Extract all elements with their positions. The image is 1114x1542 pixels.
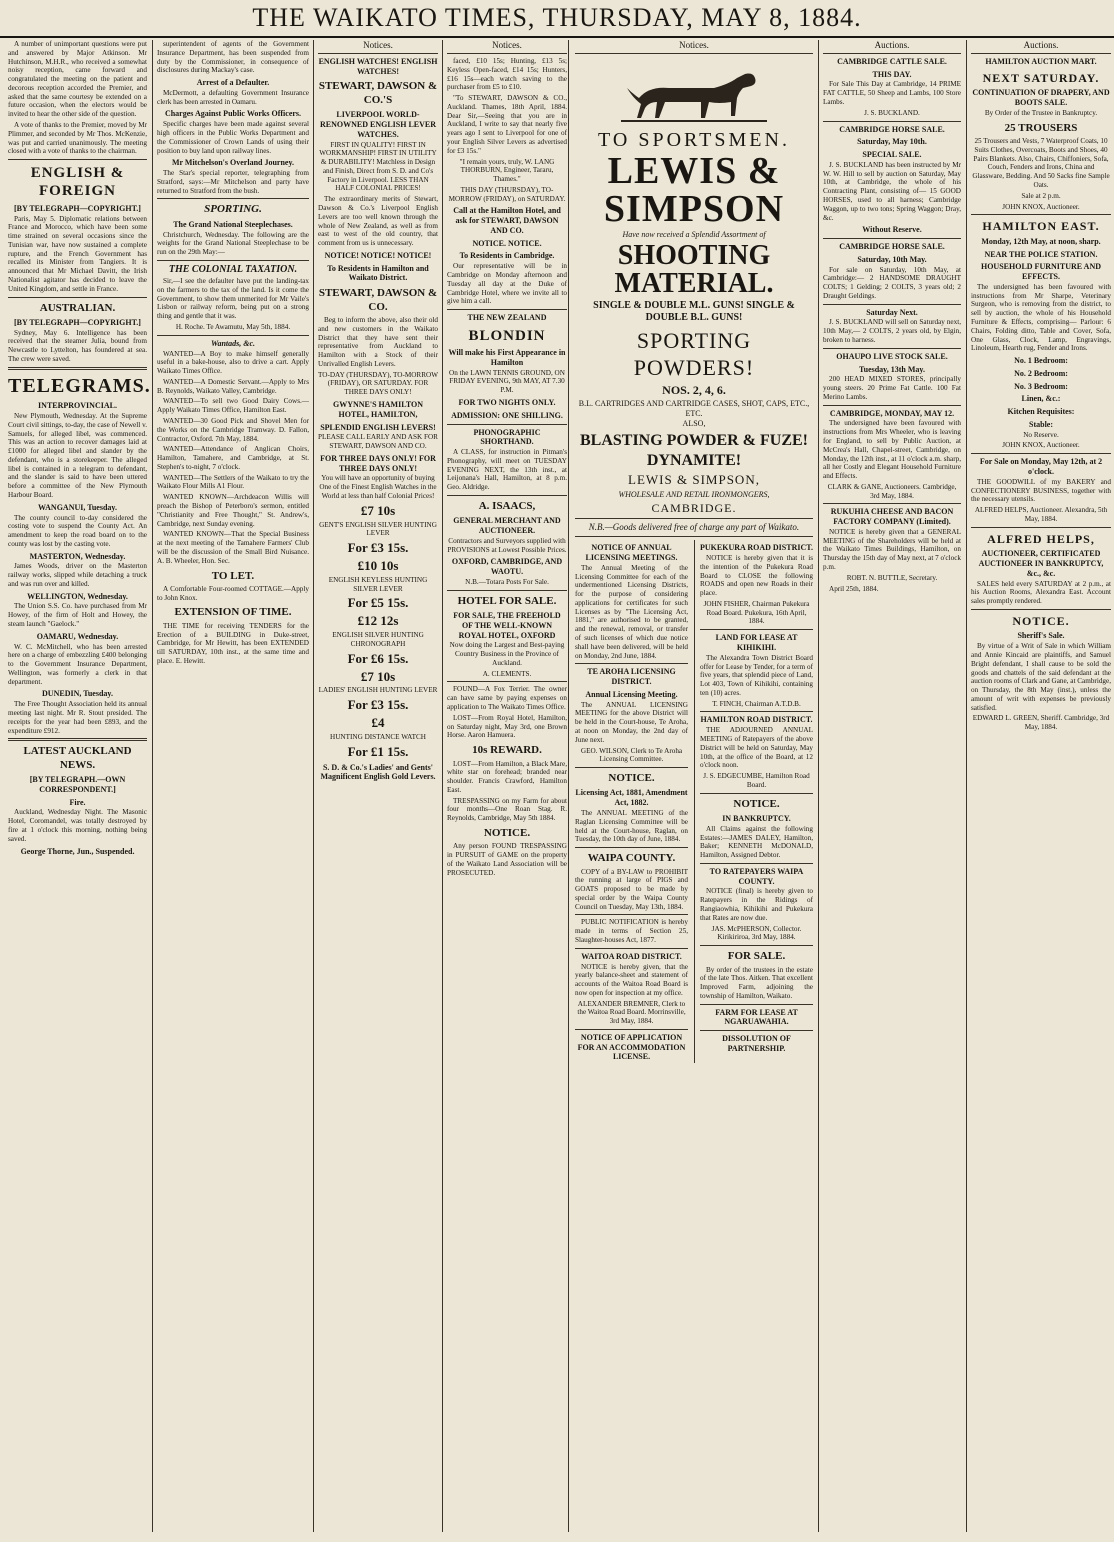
ad-heading: CAMBRIDGE. [651, 500, 737, 515]
notice-heading: WAITOA ROAD DISTRICT. [581, 951, 682, 961]
ad-subheading: OXFORD, CAMBRIDGE, AND WAOTU. [451, 557, 563, 577]
section-heading: Wantads, &c. [210, 338, 256, 348]
product-name: ENGLISH SILVER HUNTING CHRONOGRAPH [332, 631, 424, 648]
dateline: MASTERTON, Wednesday. [29, 551, 126, 561]
classified-ad: LOST—From Royal Hotel, Hamilton, on Saturday night, May 3rd, one Brown Horse. Aaron Hamuera. [447, 713, 567, 740]
article-heading: THE COLONIAL TAXATION. [168, 263, 298, 275]
firm-name: LEWIS & SIMPSON, [628, 472, 760, 488]
signature: EDWARD L. GREEN, Sheriff. Cambridge, 3rd May, 1884. [972, 714, 1110, 732]
column-heading: Auctions. [823, 40, 961, 54]
footer-date: April 25th, 1884. [829, 584, 879, 593]
auction-subheading: CONTINUATION OF DRAPERY, AND BOOTS SALE. [972, 88, 1110, 108]
auction-heading: NEXT SATURDAY. [982, 70, 1100, 85]
auction-heading: CAMBRIDGE CATTLE SALE. [837, 56, 947, 66]
notice-heading: NOTICE OF APPLICATION FOR AN ACCOMMODATION LICENSE. [577, 1032, 686, 1062]
notice-heading: WAIPA COUNTY. [587, 852, 676, 865]
article-text: Paris, May 5. Diplomatic relations between France and Morocco, which have been some time strained on several occasions since the Tunisian war, have now sustained a complete rupture, and the French Government has recalled its Minister from Tangiers. It is announced that Mr Michael Davitt, the Irish Nationalist agitator has decided to leave the United Kingdom, and settle in France. [8, 214, 147, 293]
notice-subheading: IN BANKRUPTCY. [722, 814, 791, 824]
notice-text: THE ADJOURNED ANNUAL MEETING of Ratepayers of the above District will be held on Saturday, May 10th, at the office of the Board, at 12 o'clock noon. [700, 726, 813, 770]
ad-text: "To STEWART, DAWSON & CO., Auckland. Thames, 18th April, 1884. Dear Sir,—Seeing that you are in Auckland, I write to say that nearly five years ago I sent to Liverpool for one of your English Silver Levers as advertised for £3 15s." [447, 94, 567, 155]
notice-text: The Annual Meeting of the Licensing Committee for each of the undermentioned Licensing Districts, for the purpose of considering applications for certificates for such Licenses as by "The Licensing Act, 1881," are authorised to be granted, and the renewal, removal, or transfer of such licenses of which due notice shall have been delivered, will be held on Monday, 2nd June, 1884. [575, 563, 688, 660]
classified-ad: WANTED KNOWN—That the Special Business at the next meeting of the Tamahere Farmers' Club will be the discussion of the Small Bird Nuisance. A. B. Wheeler, Hon. Sec. [157, 530, 309, 565]
ad-subheading: To Residents in Cambridge. [459, 251, 555, 261]
price: £10 10s [357, 557, 399, 573]
ad-heading: SPORTING POWDERS! [633, 328, 755, 381]
auction-text: SALES held every SATURDAY at 2 p.m., at his Auction Rooms, Alexandra East. Account sales promptly rendered. [971, 579, 1111, 606]
notice-text: NOTICE (final) is hereby given to Ratepayers in the Ridings of Rangiaowhia, Kihikihi and Pukekura that Rates are now due. [700, 887, 813, 922]
ad-subheading: FOR SALE, THE FREEHOLD OF THE WELL-KNOWN ROYAL HOTEL, OXFORD [453, 611, 561, 640]
price: £4 [371, 715, 385, 730]
notice-heading: FOR SALE. [727, 950, 786, 963]
classified-ad: TRESPASSING on my Farm for about four months—One Roan Stag. R. Reynolds, Cambridge, May 5th 1884. [447, 796, 567, 823]
firm-name: LEWIS & SIMPSON [603, 150, 785, 231]
ad-heading: S. D. & Co.'s Ladies' and Gents' Magnificent English Gold Levers. [320, 762, 436, 782]
auction-heading: ALFRED HELPS, [987, 531, 1095, 546]
auction-heading: CAMBRIDGE, MONDAY, MAY 12. [829, 408, 955, 418]
ad-heading: ADMISSION: ONE SHILLING. [451, 410, 563, 420]
auction-text: For Sale This Day at Cambridge, 14 PRIME FAT CATTLE, 50 Sheep and Lambs, 100 Store Lambs. [823, 80, 961, 107]
notice-text: PUBLIC NOTIFICATION is hereby made in terms of Section 25, Slaughter-houses Act, 1877. [575, 918, 688, 944]
article-text: McDermott, a defaulting Government Insurance clerk has been arrested in Oamaru. [157, 88, 309, 106]
auction-text: NOTICE is hereby given that a GENERAL MEETING of the Shareholders will be held at the Waikato Times Buildings, Hamilton, on Thursday the 15th day of May next, at 7 o'clock p.m. [823, 527, 961, 572]
ad-heading: TO LET. [211, 569, 255, 582]
article-text: James Woods, driver on the Masterton railway works, slipped while detaching a truck and was run over and killed. [8, 562, 147, 588]
signature: JOHN KNOX, Auctioneer. [1002, 441, 1080, 450]
notice-heading: TO RATEPAYERS WAIPA COUNTY. [709, 866, 804, 886]
section-subheading: [BY TELEGRAPH—COPYRIGHT.] [14, 203, 141, 213]
signature: CLARK & GANE, Auctioneers. Cambridge, 3rd May, 1884. [827, 482, 957, 500]
classified-ad: WANTED—Attendance of Anglican Choirs, Hamilton, Tamahere, and Cambridge, at St. Stephen's to-night, 7 o'clock. [157, 445, 309, 471]
dateline: OAMARU, Wednesday. [36, 631, 119, 641]
article-text: Sydney, May 6. Intelligence has been received that the steamer Julia, bound from Newcastle to Lyttelton, has foundered at sea. The crew were saved. [8, 328, 147, 364]
sale-price: For £6 15s. [347, 650, 409, 666]
article-text: A number of unimportant questions were put and answered by Major Atkinson. Mr Hutchinson, M.H.R., who received a somewhat noisy reception, came forward and congratulated the meeting on the patient and decorous reception accorded the Premier, and asked that the same courtesy be extended on a future occasion, when the electors would be invited to hear the other side of the question. [8, 40, 147, 119]
masthead-title: THE WAIKATO TIMES, THURSDAY, MAY 8, 1884. [252, 3, 862, 32]
auction-text: Sale at 2 p.m. [1021, 191, 1061, 200]
signature: JAS. McPHERSON, Collector. Kirikiriroa, 3rd May, 1884. [711, 924, 802, 942]
notice-text: By order of the trustees in the estate of the late Thos. Aitken. That excellent Improved Farm, adjoining the township of Hamilton, Waikato. [700, 965, 813, 1000]
dateline: DUNEDIN, Tuesday. [42, 689, 113, 699]
section-heading: AUSTRALIAN. [39, 301, 116, 314]
classified-ad: WANTED—The Settlers of the Waikato to try the Waikato Flour Mills A1 Flour. [157, 473, 309, 491]
classified-ad: LOST—From Hamilton, a Black Mare, white star on forehead; branded near shoulder. Francis Crawford, Hamilton East. [447, 759, 567, 794]
section-subheading: INTERPROVINCIAL. [38, 401, 117, 411]
auction-heading: HAMILTON AUCTION MART. [985, 56, 1097, 66]
auction-subheading: No. 1 Bedroom: [1014, 356, 1068, 366]
section-heading: LATEST AUCKLAND NEWS. [23, 745, 132, 771]
article-text: Auckland, Wednesday Night. The Masonic Hotel, Coromandel, was totally destroyed by fire at 1 o'clock this morning, nothing being saved. [8, 808, 147, 843]
ad-text: N.B.—Totara Posts For Sale. [465, 577, 549, 586]
article-text: W. C. McMitchell, who has been arrested here on a charge of embezzling £400 belonging to the Government Insurance Department, Wellington, was formerly a clerk in that department. [8, 642, 147, 686]
auction-heading: Saturday Next. [866, 307, 918, 317]
ad-heading: GWYNNE'S HAMILTON HOTEL, HAMILTON, [332, 400, 424, 419]
auction-heading: HAMILTON EAST. [982, 219, 1100, 234]
ad-heading: NOTICE. NOTICE. [472, 238, 542, 248]
auction-subheading: Tuesday, 13th May. [859, 364, 925, 374]
ad-heading: STEWART, DAWSON & CO.'S [318, 80, 438, 106]
auction-text: No Reserve. [1023, 430, 1059, 439]
notice-text: The ANNUAL LICENSING MEETING for the above District will be held in the Court-house, Te Aroha, at noon on Monday, the 2nd day of June next. [575, 700, 688, 744]
price: £7 10s [360, 502, 396, 518]
article-text: Specific charges have been made against several high officers in the Public Works Department and the Commissioner of Crown Lands of using their position to buy land upon railway lines. [157, 120, 309, 155]
article-text: New Plymouth, Wednesday. At the Supreme Court civil sittings, to-day, the case of Newell v. Samuels, for alleged libel, was commenced. This was an action to recover damages laid at £1000 for alleged libel and slander by the defendant, who is a storekeeper. The alleged libel is contained in a telegram to defendant, and the slander is said to have been uttered before a committee of the New Plymouth Harbour Board. [8, 411, 147, 499]
classified-ad: Any person FOUND TRESPASSING in PURSUIT of GAME on the property of the Waikato Land Association will be PROSECUTED. [447, 842, 567, 877]
sale-price: For £3 15s. [347, 540, 409, 556]
notice-heading: NOTICE OF ANNUAL LICENSING MEETINGS. [585, 543, 678, 562]
notice-heading: LAND FOR LEASE AT KIHIKIHI. [715, 633, 798, 652]
ad-heading: BLASTING POWDER & FUZE! DYNAMITE! [579, 432, 809, 469]
ad-text: Our representative will be in Cambridge on Monday afternoon and Tuesday all day at the Duke of Cambridge Hotel, where we invite all to give him a call. [447, 262, 567, 306]
ad-heading: FOR TWO NIGHTS ONLY. [458, 398, 556, 408]
auction-text: 200 HEAD MIXED STORES, principally young steers. 20 Prime Fat Cattle. 100 Fat Merino Lambs. [823, 375, 961, 401]
ad-heading: FOR THREE DAYS ONLY! FOR THREE DAYS ONLY! [320, 453, 436, 473]
notice-heading: DISSOLUTION OF PARTNERSHIP. [722, 1034, 791, 1053]
ad-heading: PHONOGRAPHIC SHORTHAND. [473, 427, 541, 447]
classified-ad: WANTED—30 Good Pick and Shovel Men for the Works on the Cambridge Tramway. D. Fallon, Contractor, Oxford. 7th May, 1884. [157, 417, 309, 443]
price: £7 10s [360, 668, 396, 684]
article-text: Sir,—I see the defaulter have put the landing-tax on the farmers to the tax of the land. Is it come the Government, to show them unmerited for Mr Vaile's Lisbon or railway reform, being put on a strong thing and gentle that it was. [157, 277, 309, 321]
section-heading: SPORTING. [204, 203, 262, 216]
notice-text: The Alexandra Town District Board offer for Lease by Tender, for a term of five years, that splendid piece of Land, Lot 403, Town of Kihikihi, containing ten (10) acres. [700, 653, 813, 697]
ad-text: A CLASS, for instruction in Pitman's Phonography, will meet on TUESDAY EVENING NEXT, the 13th inst., at Leijonana's Hall, Hamilton, at 8 p.m. Geo. Aldridge. [447, 448, 567, 492]
classified-ad: THE TIME for receiving TENDERS for the Erection of a BUILDING in Duke-street, Cambridge, for Mr Hewitt, has been EXTENDED till SATURDAY, 10th inst., at the same time and place. E. Hewitt. [157, 621, 309, 665]
ad-text: THIS DAY (THURSDAY), TO-MORROW (FRIDAY), on SATURDAY. [448, 185, 566, 203]
ad-text: faced, £10 15s; Hunting, £13 5s; Keyless Open-faced, £14 15s; Hunters, £16 15s—each watch saving to the purchaser from £5 to £10. [447, 56, 567, 92]
classified-ad: WANTED—To sell two Good Dairy Cows.—Apply Waikato Times Office, Hamilton East. [157, 397, 309, 415]
classified-ad: WANTED—A Boy to make himself generally useful in a bake-house, also to drive a cart. Apply Waikato Times Office. [157, 349, 309, 376]
ad-subheading: GENERAL MERCHANT AND AUCTIONEER. [453, 516, 561, 536]
notice-text: All Claims against the following Estates:—JAMES DALEY, Hamilton, Baker; KENNETH McDONALD, Hamilton, Assigned Debtor. [700, 824, 813, 860]
notice-text: The ANNUAL MEETING of the Raglan Licensing Committee will be held at the Court-house, Raglan, on Tuesday, the 10th day of June, 1884. [575, 808, 688, 844]
section-subheading: [BY TELEGRAPH—COPYRIGHT.] [14, 317, 141, 327]
ad-heading: NOTICE. [483, 827, 531, 840]
classified-ad: WANTED—A Domestic Servant.—Apply to Mrs B. Reynolds, Waikato Valley, Cambridge. [157, 377, 309, 395]
article-text: The Union S.S. Co. have purchased from Mr Howey, of the firm of Holt and Howey, the steam launch "Gaelock." [8, 602, 147, 629]
column-2 [152, 40, 313, 1532]
classified-ad: FOUND—A Fox Terrier. The owner can have same by paying expenses on application to The Waikato Times Office. [447, 685, 567, 712]
auction-subheading: Without Reserve. [862, 225, 922, 235]
article-text: The Star's special reporter, telegraphing from Stratford, says:—Mr Mitchelson and party have returned to Stratford from the bush. [157, 169, 309, 195]
notice-heading: TE AROHA LICENSING DISTRICT. [587, 667, 676, 687]
column-heading: Notices. [318, 40, 438, 54]
column-3 [313, 40, 442, 1532]
ad-text: PLEASE CALL EARLY AND ASK FOR STEWART, DAWSON AND CO. [318, 433, 438, 451]
auction-subheading: Saturday, May 10th. [857, 137, 927, 147]
signature: T. FINCH, Chairman A.T.D.B. [712, 699, 801, 708]
notice-heading: NOTICE. [1012, 613, 1070, 628]
ad-text: B.L. CARTRIDGES AND CARTRIDGE CASES, SHOT, CAPS, ETC., ETC. [578, 398, 810, 418]
auction-text: By Order of the Trustee in Bankruptcy. [984, 108, 1098, 117]
ad-heading: HOTEL FOR SALE. [457, 594, 557, 607]
ad-subheading: NOS. 2, 4, 6. [662, 383, 726, 398]
notice-subheading: Annual Licensing Meeting. [585, 689, 678, 699]
ad-text: The extraordinary merits of Stewart, Dawson & Co.'s Liverpool English Levers are too well known through the whole of New Zealand, as well as from east to west of the old country, that comment from us is unnecessary. [318, 195, 438, 248]
signature: ALEXANDER BREMNER, Clerk to the Waitoa Road Board. Morrinsville, 3rd May, 1884. [577, 999, 686, 1026]
auction-heading: RUKUHIA CHEESE AND BACON FACTORY COMPANY (Limited). [830, 507, 954, 527]
auction-heading: 25 TROUSERS [1004, 121, 1078, 134]
auction-subheading: NEAR THE POLICE STATION. [984, 249, 1098, 259]
ad-text: Now doing the Largest and Best-paying Country Business in the Province of Auckland. [449, 641, 565, 667]
dateline: WELLINGTON, Wednesday. [27, 591, 128, 601]
masthead [0, 0, 1114, 38]
auction-subheading: Linen, &c.: [1021, 394, 1061, 404]
signature: H. Roche. Te Awamutu, May 5th, 1884. [175, 323, 291, 331]
notice-subheading: Licensing Act, 1881, Amendment Act, 1882. [575, 788, 688, 808]
ad-heading: STEWART, DAWSON & CO. [318, 287, 438, 313]
sale-price: For £3 15s. [347, 697, 409, 713]
article-heading: Arrest of a Defaulter. [196, 78, 270, 88]
ad-heading: SINGLE & DOUBLE M.L. GUNS! SINGLE & DOUBLE B.L. GUNS! [593, 300, 795, 324]
auction-heading: OHAUPO LIVE STOCK SALE. [836, 351, 948, 361]
article-text: A vote of thanks to the Premier, moved by Mr Plimmer, and seconded by Mr Thos. McKenzie, was put and carried unanimously. The meeting closed with a vote of thanks to the chairman. [8, 121, 147, 156]
auction-heading: CAMBRIDGE HORSE SALE. [839, 242, 945, 252]
notice-text: NOTICE is hereby given, that the yearly balance-sheet and statement of accounts of the Waitoa Road Board is now open for inspection at my office. [575, 962, 688, 997]
column-heading: Auctions. [971, 40, 1111, 54]
dateline: Fire. [69, 797, 86, 807]
ad-heading: SHOOTING MATERIAL. [614, 240, 774, 300]
auction-subheading: THIS DAY. [872, 69, 912, 79]
auction-heading: CAMBRIDGE HORSE SALE. [839, 124, 945, 134]
auction-text: For sale on Saturday, 10th May, at Cambridge:— 2 HANDSOME DRAUGHT COLTS; 1 Gelding; 2 COLTS, 3 years old; 2 Draught Geldings. [823, 265, 961, 300]
auction-subheading: Monday, 12th May, at noon, sharp. [981, 236, 1101, 246]
notice-text: COPY of a BY-LAW to PROHIBIT the running at large of PIGS and GOATS proposed to be made by special order by the Waipa County Council on Tuesday, May 13th, 1884. [575, 867, 688, 911]
ad-text: You will have an opportunity of buying One of the Finest English Watches in the World at less than half Colonial Prices! [319, 474, 437, 500]
classified-ad: A Comfortable Four-roomed COTTAGE.—Apply to John Knox. [157, 584, 309, 602]
auction-text: The undersigned has been favoured with instructions from Mr Sharpe, Veterinary Surgeon, who is removing from the district, to sell by auction, the whole of his Household Furniture & Effects, comprising— Parlour: 6 Chairs, Folding ditto, Table and Cover, Sofa, One Glass, Clock, Lamp, Engravings, Linoleum, Hearth rug, Fender and Irons. [971, 282, 1111, 353]
dateline: WANGANUI, Tuesday. [38, 502, 117, 512]
signature: JOHN FISHER, Chairman Pukekura Road Board. Pukekura, 16th April, 1884. [703, 599, 810, 626]
article-text: The Free Thought Association held its annual meeting last night. Mr R. Stout presided. The receipts for the year had been £893, and the expenditure £912. [8, 700, 147, 735]
pointer-dog-illustration [619, 58, 769, 128]
article-text: The county council to-day considered the costing vote to suspend the County Act. An amendment to keep the road board on to the county was lost by the casting vote. [8, 513, 147, 548]
auction-text: THE GOODWILL of my BAKERY and CONFECTIONERY BUSINESS, together with the necessary utensils. [971, 477, 1111, 504]
notice-heading: PUKEKURA ROAD DISTRICT. [700, 543, 813, 553]
column-4 [442, 40, 571, 1532]
notices-subcolumns [575, 540, 813, 1063]
subcolumn-left [575, 540, 688, 1063]
ad-title: TO SPORTSMEN. [598, 128, 790, 151]
ad-heading: NOTICE! NOTICE! NOTICE! [324, 250, 432, 260]
subcolumn-right [694, 540, 813, 1063]
section-subheading: [BY TELEGRAPH.—OWN CORRESPONDENT.] [29, 775, 126, 794]
ad-heading: A. ISAACS, [478, 499, 536, 512]
column-6 [818, 40, 965, 1532]
notice-heading: HAMILTON ROAD DISTRICT. [700, 715, 813, 725]
ad-heading: ENGLISH WATCHES! ENGLISH WATCHES! [318, 56, 438, 76]
product-name: ENGLISH KEYLESS HUNTING SILVER LEVER [328, 575, 428, 593]
ad-subheading: To Residents in Hamilton and Waikato District. [327, 263, 429, 283]
signature: ROBT. N. BUTTLE, Secretary. [846, 573, 938, 582]
signature: "I remain yours, truly, W. LANG THORBURN, Engineer, Tararu, Thames." [459, 157, 555, 184]
ad-text: WHOLESALE AND RETAIL IRONMONGERS, [618, 489, 770, 499]
section-heading: TELEGRAMS. [8, 374, 151, 397]
product-name: HUNTING DISTANCE WATCH [330, 732, 426, 741]
ad-heading: BLONDIN [468, 327, 546, 344]
signature: A. CLEMENTS. [482, 669, 532, 678]
column-1 [4, 40, 151, 1532]
product-name: LADIES' ENGLISH HUNTING LEVER [318, 686, 438, 695]
article-heading: Charges Against Public Works Officers. [164, 109, 302, 119]
auction-subheading: Stable: [1029, 419, 1053, 429]
auction-text: J. S. BUCKLAND has been instructed by Mr W. W. Hill to sell by auction on Saturday, May 10th, at Cambridge, the whole of his Contracting Plant, consisting of— 15 GOOD HORSES, used to all harness; Cambridge Waggon, up to two tons; Spring Waggon; Dray, &c. [823, 160, 961, 222]
sale-price: For £5 15s. [347, 595, 409, 611]
ad-text: On the LAWN TENNIS GROUND, ON FRIDAY EVENING, 9th MAY, AT 7.30 P.M. [449, 368, 565, 395]
price: £12 12s [357, 613, 399, 629]
auction-text: J. S. BUCKLAND will sell on Saturday next, 10th May,— 2 COLTS, 2 years old, by Elgin, broken to harness. [823, 318, 961, 344]
notice-text: NOTICE is hereby given that it is the intention of the Pukekura Road Board to CLOSE the following ROADS and open new Roads in their place. [700, 554, 813, 598]
auction-text: The undersigned have been favoured with instructions from Mrs Wheeler, who is leaving for England, to sell by Public Auction, at McCrea's Hall, Chapel-street, Cambridge, on Monday, the 12th inst., at 11 o'clock a.m. sharp, all her Costly and Elegant Household Furniture and Effects. [823, 419, 961, 481]
column-5 [568, 40, 819, 1532]
sale-price: For £1 15s. [347, 743, 409, 759]
ad-subheading: LIVERPOOL WORLD-RENOWNED ENGLISH LEVER WATCHES. [319, 110, 437, 139]
notice-text: By virtue of a Writ of Sale in which William and Annie Kincaid are plaintiffs, and Samuel Bright defendant, I shall cause to be sold the goods and chattels of the said defendant at the auction rooms of Clark and Gane, at Cambridge, on Thursday, the 8th May (inst.), unless the amount of writ with expenses be previously satisfied. [971, 642, 1111, 712]
column-7 [966, 40, 1114, 1532]
auction-subheading: No. 3 Bedroom: [1014, 381, 1068, 391]
classified-ad: WANTED KNOWN—Archdeacon Willis will preach the Bishop of Peterboro's sermon, entitled "Christianity and Free Thought," St. Andrew's, Cambridge, next Sunday evening. [157, 493, 309, 528]
article-text: superintendent of agents of the Government Insurance Department, has been suspended from duty by the Commissioner, in consequence of disclosures during Mackay's case. [157, 40, 309, 75]
ad-text: Contractors and Surveyors supplied with PROVISIONS at Lowest Possible Prices. [447, 536, 567, 554]
product-name: GENT'S ENGLISH SILVER HUNTING LEVER [319, 520, 437, 538]
signature: JOHN KNOX, Auctioneer. [1002, 202, 1080, 211]
section-heading: ENGLISH & FOREIGN [30, 165, 125, 200]
ad-heading: 10s REWARD. [472, 744, 542, 757]
notice-subheading: Sheriff's Sale. [1017, 631, 1065, 641]
column-heading: Notices. [575, 40, 813, 54]
ad-heading: EXTENSION OF TIME. [174, 606, 292, 619]
auction-text: 25 Trousers and Vests, 7 Waterproof Coats, 10 Suits Clothes, Overcoats, Boots and Shoes, 40 Pairs Blankets. Also, Chairs, Chiffoniers, Sofa, Couch, Fenders and Irons, China and Glassware, Bedding. And 50 Sacks fine Sample Oats. [972, 137, 1110, 189]
ad-heading: SPLENDID ENGLISH LEVERS! [320, 422, 436, 432]
ad-text: Have now received a Splendid Assortment of [622, 230, 766, 240]
ad-heading: THE NEW ZEALAND [467, 313, 547, 323]
signature: GEO. WILSON, Clerk to Te Aroha Licensing Committee. [580, 746, 683, 764]
notice-heading: FARM FOR LEASE AT NGARUAWAHIA. [715, 1007, 798, 1027]
signature: ALFRED HELPS, Auctioneer. Alexandra, 5th May, 1884. [974, 506, 1108, 523]
signature: J. S. EDGECUMBE, Hamilton Road Board. [703, 772, 810, 789]
auction-subheading: Kitchen Requisites: [1007, 407, 1075, 417]
auction-subheading: AUCTIONEER, CERTIFICATED AUCTIONEER IN BANKRUPTCY, &c., &c. [978, 549, 1104, 578]
notice-heading: NOTICE. [608, 772, 655, 785]
ad-heading: Call at the Hamilton Hotel, and ask for STEWART, DAWSON AND CO. [453, 206, 561, 235]
article-heading: The Grand National Steeplechases. [173, 219, 293, 229]
article-text: Christchurch, Wednesday. The following are the weights for the Grand National Steeplechase to be run on the 29th May:— [157, 230, 309, 257]
signature: J. S. BUCKLAND. [864, 108, 920, 117]
auction-heading: HOUSEHOLD FURNITURE AND EFFECTS. [980, 262, 1101, 282]
ad-text: FIRST IN QUALITY! FIRST IN WORKMANSHIP! FIRST IN UTILITY & DURABILITY! Matchless in Design and Finish, Direct from S. D. and Co's Factory in Liverpool. LESS THAN HALF COLONIAL PRICES! [319, 140, 437, 193]
auction-subheading: Saturday, 10th May. [857, 254, 927, 264]
auction-subheading: No. 2 Bedroom: [1014, 368, 1068, 378]
ad-subheading: Will make his First Appearance in Hamilton [448, 348, 566, 367]
column-heading: Notices. [447, 40, 567, 54]
auction-subheading: SPECIAL SALE. [862, 150, 922, 160]
ad-text: N.B.—Goods delivered free of charge any part of Waikato. [588, 522, 800, 533]
auction-heading: For Sale on Monday, May 12th, at 2 o'clock. [979, 457, 1103, 476]
ad-text: Beg to inform the above, also their old and new customers in the Waikato District that they have sent their representative from Auckland to Hamilton with a Stock of their Unrivalled English Levers. [318, 315, 438, 368]
dateline: George Thorne, Jun., Suspended. [20, 846, 135, 856]
article-heading: Mr Mitchelson's Overland Journey. [171, 158, 295, 168]
ad-text: ALSO, [682, 419, 706, 429]
ad-text: TO-DAY (THURSDAY), TO-MORROW (FRIDAY), OR SATURDAY. FOR THREE DAYS ONLY! [318, 370, 438, 397]
notice-heading: NOTICE. [733, 797, 780, 810]
